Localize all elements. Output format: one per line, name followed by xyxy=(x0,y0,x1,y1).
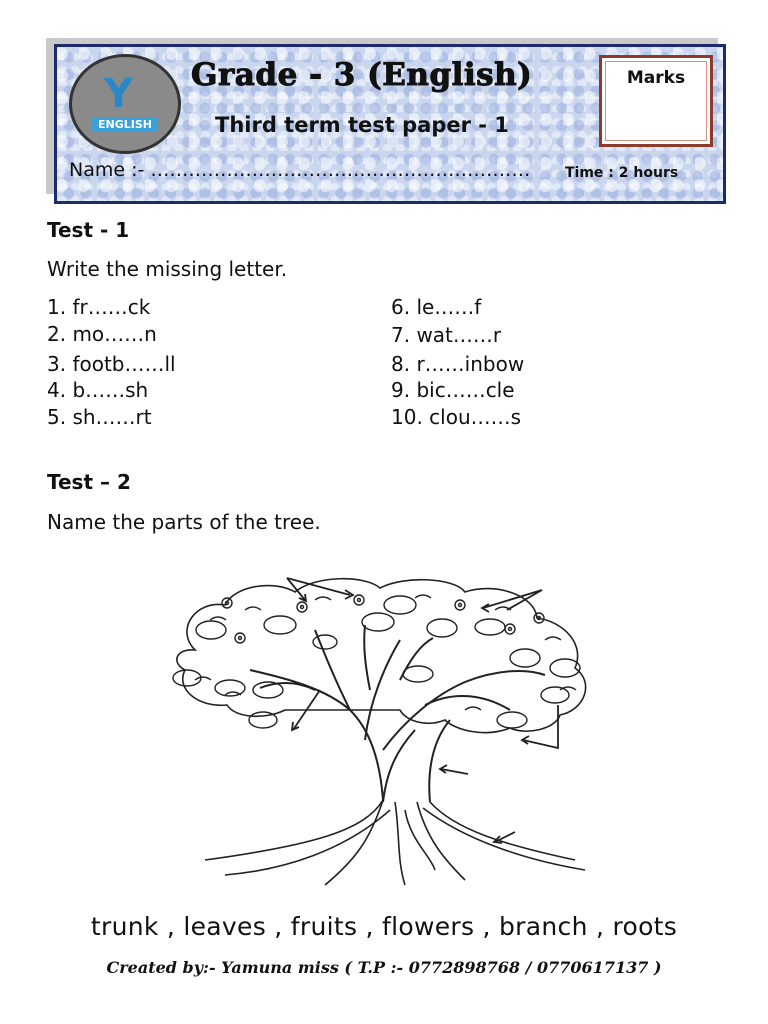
marks-label: Marks xyxy=(626,68,686,88)
time-label: Time : 2 hours xyxy=(565,165,679,181)
word-item: 6. le……f xyxy=(391,295,482,319)
name-field: Name :- …………………………………………………… xyxy=(69,159,531,181)
word-item: 5. sh……rt xyxy=(47,405,152,429)
marks-box xyxy=(599,55,713,147)
word-item: 1. fr……ck xyxy=(47,295,151,319)
worksheet-header xyxy=(54,44,726,204)
word-item: 7. wat……r xyxy=(391,323,502,347)
logo-letter-icon: Y xyxy=(104,71,133,117)
word-item: 8. r……inbow xyxy=(391,352,525,376)
word-item: 4. b……sh xyxy=(47,378,149,402)
test2-heading: Test – 2 xyxy=(47,470,131,494)
word-bank: trunk , leaves , fruits , flowers , branch , roots xyxy=(90,912,678,941)
test1-heading: Test - 1 xyxy=(47,218,130,242)
test2-instruction: Name the parts of the tree. xyxy=(47,510,321,534)
logo-text: ENGLISH xyxy=(92,117,158,132)
word-item: 3. footb……ll xyxy=(47,352,176,376)
test1-instruction: Write the missing letter. xyxy=(47,257,288,281)
fruit-icon xyxy=(173,596,580,728)
word-item: 10. clou……s xyxy=(391,405,522,429)
page-title: Grade - 3 (English) xyxy=(191,57,533,93)
school-logo xyxy=(69,54,181,154)
word-item: 2. mo……n xyxy=(47,322,157,346)
page-subtitle: Third term test paper - 1 xyxy=(215,113,509,137)
footer-credit: Created by:- Yamuna miss ( T.P :- 0772898768 / 0770617137 ) xyxy=(106,958,662,977)
tree-illustration xyxy=(165,570,605,895)
word-item: 9. bic……cle xyxy=(391,378,515,402)
